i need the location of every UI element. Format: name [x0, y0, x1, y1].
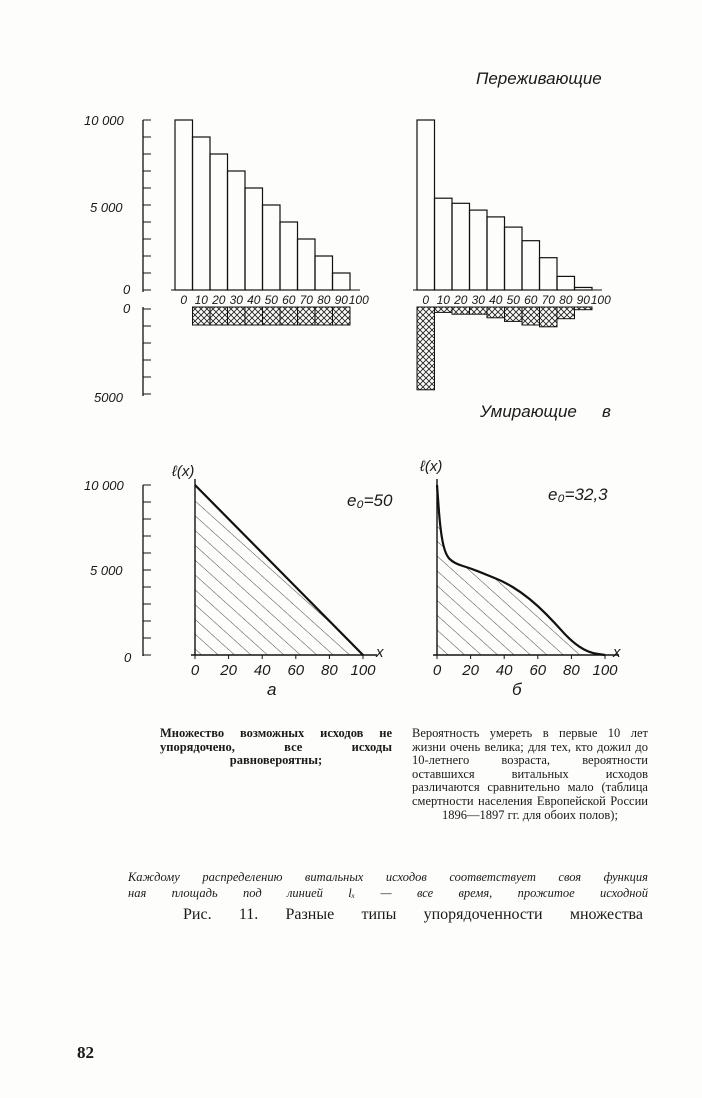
annotation-e0-a: e₀=50 [347, 491, 393, 510]
sublabel-b: б [512, 680, 522, 699]
x-tick: 0 [190, 662, 200, 679]
survivor-bar [417, 120, 435, 290]
sublabel-a: а [267, 680, 277, 699]
death-bar [263, 307, 281, 325]
annotation-e0-b: e₀=32,3 [548, 485, 608, 504]
x-tick: 10 [194, 293, 208, 307]
body-text-line-1: Каждому распределению витальных исходов соответствует своя функция [128, 870, 648, 884]
top-y-axis [84, 113, 151, 297]
death-bar [575, 307, 593, 310]
bottom-y-tick-10000: 10 000 [84, 478, 124, 493]
curve-area [437, 485, 605, 655]
x-tick: 20 [462, 662, 479, 679]
survivor-bar [452, 203, 470, 290]
x-tick: 60 [287, 662, 305, 679]
x-tick: 50 [506, 293, 520, 307]
caption-b: Вероятность умереть в первые 10 лет жизни очень велика; для тех, кто дожил до 10-летнего возраста, вероятности оставшихся витальных исходов различаются сравнительно мало (таблица смертности населения Европейской России 1896—1897 гг. для обоих полов); [412, 726, 648, 822]
x-tick: 60 [529, 662, 547, 679]
death-bar [540, 307, 558, 327]
survivor-bar [575, 287, 593, 290]
x-tick: 0 [180, 293, 188, 307]
x-tick: 80 [559, 293, 573, 307]
survivor-bar [333, 273, 351, 290]
y-tick-0: 0 [123, 282, 131, 297]
x-tick: 90 [576, 293, 590, 307]
x-tick: 40 [247, 293, 261, 307]
body-text-line-2: ная площадь под линией lₓ — все время, прожитое исходной [128, 886, 648, 900]
bars-panel-a [171, 120, 369, 325]
x-tick: 20 [454, 293, 468, 307]
x-tick: 60 [282, 293, 296, 307]
survivor-bar [470, 210, 488, 290]
label-dying: Умирающие [480, 402, 577, 421]
x-tick: 100 [590, 293, 611, 307]
survivor-bar [540, 258, 558, 290]
x-axis-label-a: x [376, 644, 384, 661]
x-tick: 40 [253, 662, 271, 679]
x-tick: 100 [348, 293, 369, 307]
x-tick: 60 [524, 293, 538, 307]
bottom-y-tick-0: 0 [124, 650, 132, 665]
caption-a: Множество возможных исходов не упорядочено, все исходы равновероятны; [160, 726, 392, 768]
figure-title: Рис. 11. Разные типы упорядоченности множества [183, 906, 643, 923]
death-bar [452, 307, 470, 314]
death-bar [280, 307, 298, 325]
y-axis-label-b: ℓ(x) [420, 458, 443, 475]
x-tick: 70 [541, 293, 555, 307]
survivor-bar [435, 198, 453, 290]
death-bar [522, 307, 540, 325]
y-axis-label-a: ℓ(x) [172, 463, 195, 480]
deaths-y-tick-5000: 5000 [94, 390, 123, 405]
page-number: 82 [77, 1043, 94, 1062]
x-tick: 20 [220, 662, 237, 679]
x-tick: 80 [317, 293, 331, 307]
x-tick: 10 [436, 293, 450, 307]
x-tick: 100 [592, 662, 618, 679]
x-tick: 80 [321, 662, 338, 679]
x-tick: 100 [350, 662, 376, 679]
survivor-bar [175, 120, 193, 290]
survivor-bar [280, 222, 298, 290]
death-bar [245, 307, 263, 325]
x-tick: 40 [489, 293, 503, 307]
x-axis-label-b: x [613, 644, 621, 661]
deaths-y-axis [94, 301, 151, 405]
x-tick: 40 [495, 662, 513, 679]
x-tick: 30 [229, 293, 243, 307]
label-corner: в [602, 402, 611, 421]
death-bar [193, 307, 211, 325]
bottom-y-axis [84, 478, 151, 665]
survivor-bar [263, 205, 281, 290]
label-survivors: Переживающие [476, 69, 602, 88]
death-bar [557, 307, 575, 319]
curve-panel-b [433, 479, 619, 679]
x-tick: 0 [422, 293, 430, 307]
death-bar [210, 307, 228, 325]
bottom-y-tick-5000: 5 000 [90, 563, 123, 578]
death-bar [435, 307, 453, 312]
deaths-y-tick-0: 0 [123, 301, 131, 316]
death-bar [487, 307, 505, 318]
survivor-bar [315, 256, 333, 290]
death-bar [298, 307, 316, 325]
survivor-bar [245, 188, 263, 290]
survivor-bar [193, 137, 211, 290]
survivor-bar [522, 241, 540, 290]
y-tick-5000: 5 000 [90, 200, 123, 215]
x-tick: 30 [471, 293, 485, 307]
x-tick: 70 [299, 293, 313, 307]
x-tick: 50 [264, 293, 278, 307]
death-bar [315, 307, 333, 325]
survivor-bar [505, 227, 523, 290]
survivor-bar [557, 276, 575, 290]
death-bar [470, 307, 488, 314]
x-tick: 0 [432, 662, 442, 679]
x-tick: 20 [212, 293, 226, 307]
bars-panel-b [413, 120, 611, 390]
survivor-bar [210, 154, 228, 290]
death-bar [417, 307, 435, 390]
survivor-bar [487, 217, 505, 290]
survivor-bar [228, 171, 246, 290]
x-tick: 80 [563, 662, 580, 679]
death-bar [505, 307, 523, 321]
x-tick: 90 [334, 293, 348, 307]
death-bar [228, 307, 246, 325]
survivor-bar [298, 239, 316, 290]
y-tick-10000: 10 000 [84, 113, 124, 128]
death-bar [333, 307, 351, 325]
